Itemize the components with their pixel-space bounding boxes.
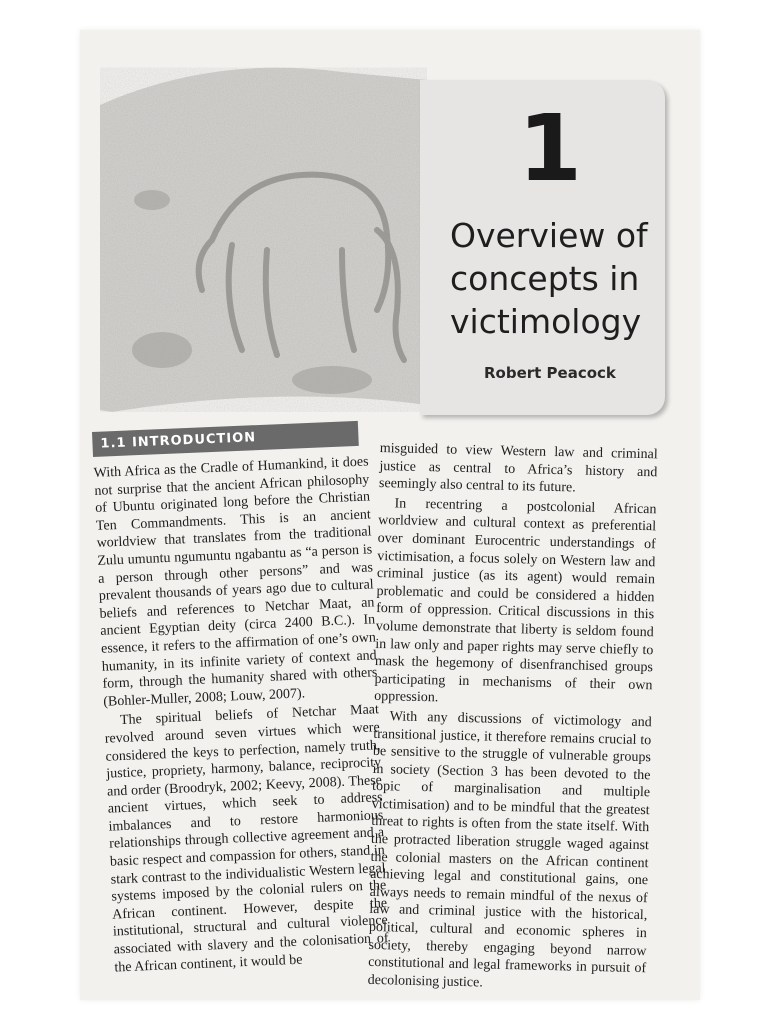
- rock-art-illustration: [92, 50, 432, 415]
- chapter-title-line: victimology: [450, 302, 642, 341]
- chapter-title-line: Overview of: [450, 216, 648, 255]
- author-name: Robert Peacock: [484, 364, 616, 382]
- paragraph: In recentring a postcolonial African worldview and cultural context as preferential over dominant Eurocentric understandings of victimisation, a focus solely on Western law and criminal justice (as its agent) would remain problematic and could be considered a hidden form of oppression. Critical discussions in this volume demonstrate that liberty is seldom found in law only and paper rights may serve chiefly to mask the hegemony of disenfranchised groups participating in mechanisms of their own oppression.: [374, 496, 657, 706]
- chapter-header: [0, 0, 768, 430]
- chapter-title-line: concepts in: [450, 259, 640, 298]
- paragraph: misguided to view Western law and criminal justice as central to Africa’s history and seemingly also central to its future.: [378, 440, 658, 496]
- paragraph: The spiritual beliefs of Netchar Maat revolved around seven virtues which were considered the keys to perfection, namely truth, justice, propriety, harmony, balance, reciprocity and order (Broodryk, 2002; Keevy, 2008). These ancient virtues, which seek to address imbalances and to restore harmonious relationships through collective agreement and a basic respect and compassion for others, stand in stark contrast to the individualistic Western legal systems imposed by the colonial rulers on the African continent. However, despite the institutional, structural and cultural violence associated with slavery and the colonisation of the African continent, it would be: [104, 702, 389, 976]
- paragraph: With any discussions of victimology and transitional justice, it therefore remains crucial to be sensitive to the struggle of vulnerable groups in society (Section 3 has been devoted to the topic of marginalisation and multiple victimisation) and to be mindful that the greatest threat to rights is often from the state itself. With the protracted liberation struggle waged against the colonial masters on the African continent achieving legal and constitutional gains, one always needs to remain mindful of the nexus of law and criminal justice with the historical, political, cultural and economic spheres in society, thereby engaging beyond narrow constitutional and legal frameworks in pursuit of decolonising justice.: [367, 709, 652, 991]
- paragraph: With Africa as the Cradle of Humankind, it does not surprise that the ancient African philosophy of Ubuntu originated long before the Christian Ten Commandments. This is an ancient worldview that translates from the traditional Zulu umuntu ngumuntu ngabantu as “a person is a person through other persons” and was prevalent thousands of years ago due to cultural beliefs and references to Netchar Maat, an ancient Egyptian deity (circa 2400 B.C.). In essence, it refers to the affirmation of one’s own humanity, in its infinite variety of context and form, through the humanity shared with others (Bohler-Muller, 2008; Louw, 2007).: [93, 454, 378, 710]
- chapter-number: 1: [518, 95, 583, 202]
- chapter-title: [450, 214, 660, 343]
- right-column: [367, 440, 657, 998]
- section-heading: 1.1 INTRODUCTION: [92, 421, 359, 457]
- left-column: [92, 420, 390, 978]
